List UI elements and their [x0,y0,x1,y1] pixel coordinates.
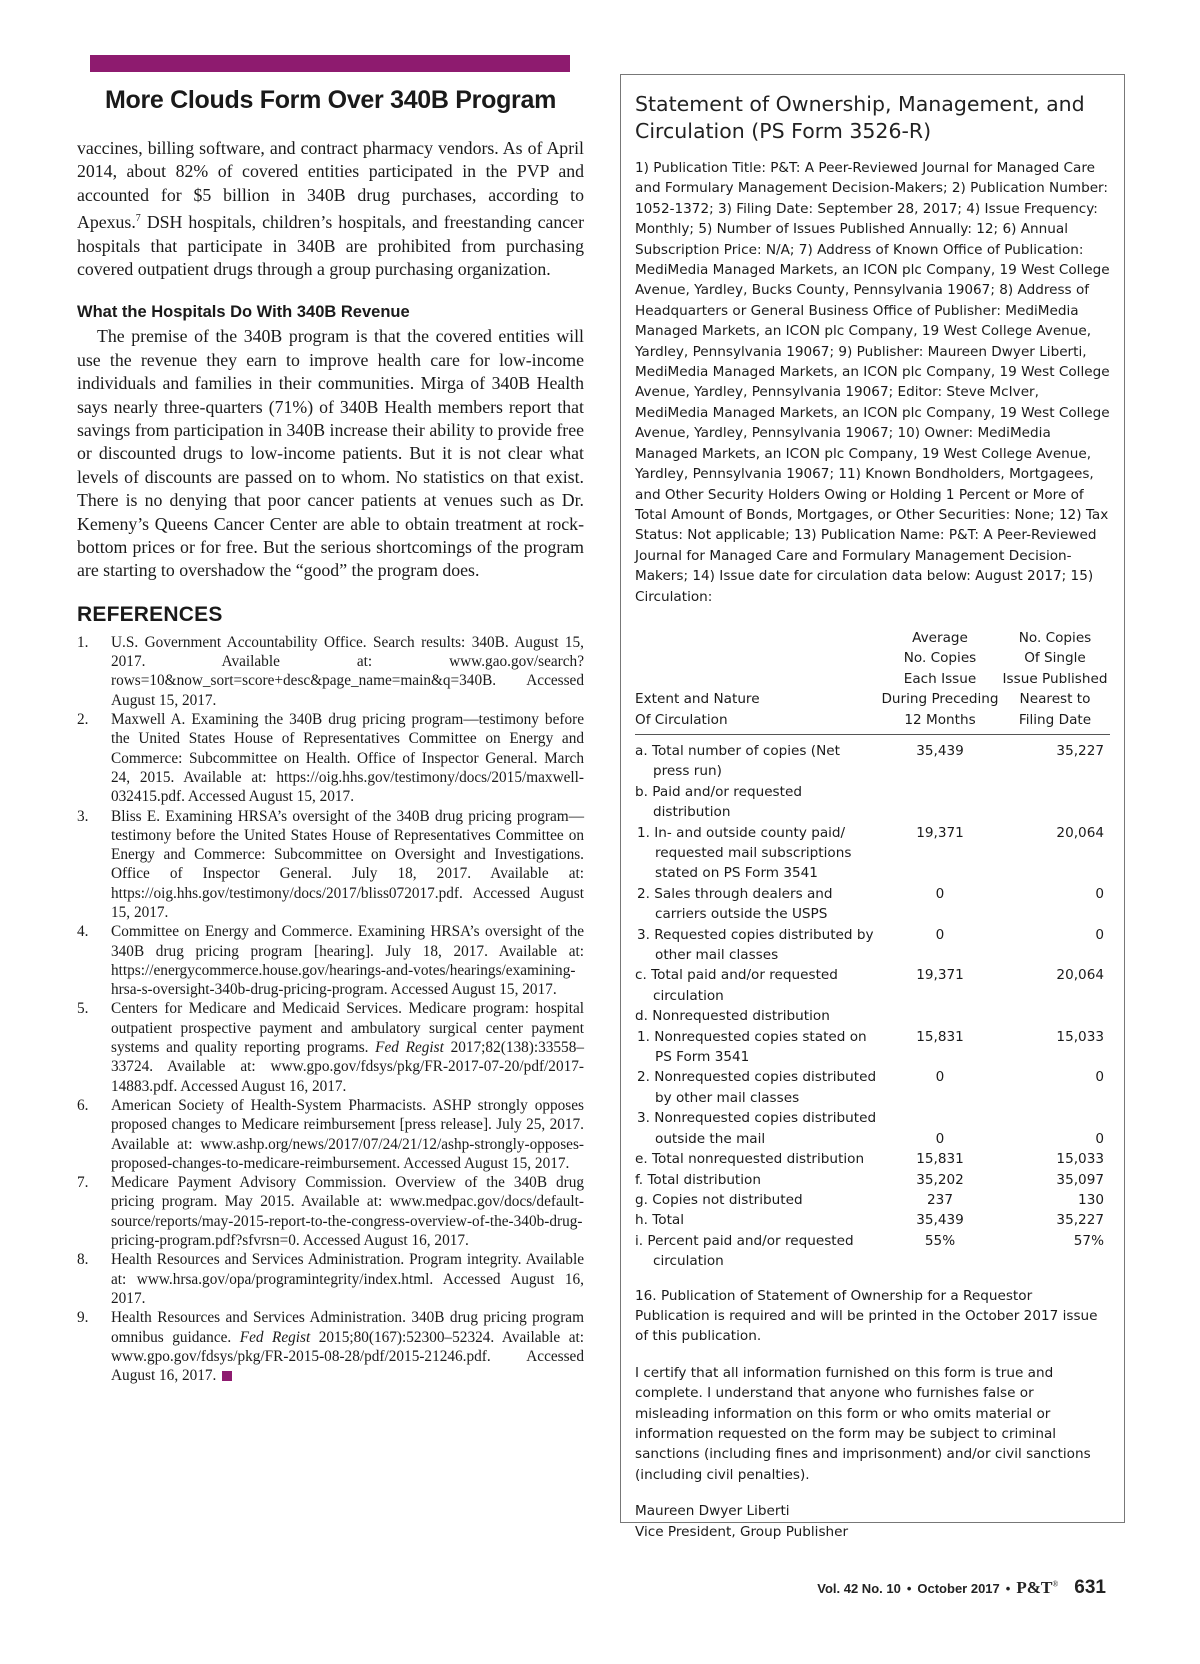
article-body [77,137,584,583]
footer-separator: • [906,1581,912,1596]
reference-item: 4. Committee on Energy and Commerce. Examining HRSA’s oversight of the 340B drug pricing program [hearing]. July 18, 2017. Available at: https://energycommerce.house.gov/hearings-and-votes/hearings/examining-hrsa-s-oversight-340b-drug-pricing-program. Accessed August 15, 2017. [77,923,584,999]
table-row: i. Percent paid and/or requested circulation 55% 57% [635,1232,1104,1270]
table-row: b. Paid and/or requested distribution [635,783,802,821]
journal-logo: P&T® [1016,1578,1059,1597]
table-row: g. Copies not distributed 237 130 [635,1191,1104,1208]
section-paragraph: The premise of the 340B program is that the covered entities will use the revenue they earn to improve health care for low-income individuals and families in their communities. Mirga of 340B Health says nearly three-quarters (71%) of 340B Health members report that savings from participation in 340B increase their ability to provide free or discounted drugs to low-income patients. But it is not clear what levels of discounts are passed on to whom. No statistics on that exist. There is no denying that poor cancer patients at venues such as Dr. Kemeny’s Queens Cancer Center are able to obtain treatment at rock-bottom prices or for free. But the serious shortcomings of the program are starting to overshadow the “good” the program does. [77,326,584,581]
table-row: c. Total paid and/or requested circulation 19,371 20,064 [635,967,1104,1004]
table-row: 2. Sales through dealers and carriers outside the USPS 0 0 [637,885,1104,923]
table-row: 1. In- and outside county paid/ requested mail subscriptions stated on PS Form 3541 19,371 20,064 [637,824,1104,882]
page-number: 631 [1074,1577,1106,1598]
reference-item: 8. Health Resources and Services Administration. Program integrity. Available at: www.hrsa.gov/opa/programintegrity/index.html. Accessed August 16, 2017. [77,1251,584,1307]
reference-item: 6. American Society of Health-System Pharmacists. ASHP strongly opposes proposed changes to Medicare reimbursement [press release]. July 25, 2017. Available at: www.ashp.org/news/2017/07/24/21/12/ashp-strongly-opposes-proposed-changes-to-medicare-reimbursement. Accessed August 15, 2017. [77,1096,584,1172]
references-heading: REFERENCES [77,602,223,626]
reference-item: 5. Centers for Medicare and Medicaid Services. Medicare program: hospital outpatient prospective payment and ambulatory surgical center payment systems and quality reporting programs. Fed Regist 2017;82(138):33558–33724. Available at: www.gpo.gov/fdsys/pkg/FR-2017-07-20/pdf/2017-14883.pdf. Accessed August 16, 2017. [77,1000,584,1095]
signer-name: Maureen Dwyer Liberti [635,1503,790,1520]
article-title: More Clouds Form Over 340B Program [104,86,557,114]
reference-item: 1. U.S. Government Accountability Office. Search results: 340B. August 15, 2017. Available at: www.gao.gov/search?rows=10&now_sort=score+desc&page_name=main&q=340B. Accessed August 15, 2017. [77,633,584,709]
table-row: a. Total number of copies (Net press run) 35,439 35,227 [635,742,1104,780]
table-row: 1. Nonrequested copies stated on PS Form 3541 15,831 15,033 [637,1028,1104,1066]
footer-separator: • [1005,1581,1011,1596]
reference-item: 3. Bliss E. Examining HRSA’s oversight of the 340B drug pricing program—testimony before the United States House of Representatives Committee on Energy and Commerce: Subcommittee on Oversight and Investigations. Office of Inspector General. July 18, 2017. Available at: https://oig.hhs.gov/testimony/docs/2017/bliss072017.pdf. Accessed August 15, 2017. [77,807,584,921]
statement-note-16: 16. Publication of Statement of Ownership for a Requestor Publication is required and will be printed in the October 2017 issue of this publication. [635,1287,1098,1345]
statement-body: 1) Publication Title: P&T: A Peer-Reviewed Journal for Managed Care and Formulary Management Decision-Makers; 2) Publication Number: 1052-1372; 3) Filing Date: September 28, 2017; 4) Issue Frequency: Monthly; 5) Number of Issues Published Annually: 12; 6) Annual Subscription Price: N/A; 7) Address of Known Office of Publication: MediMedia Managed Markets, an ICON plc Company, 19 West College Avenue, Yardley, Bucks County, Pennsylvania 19067; 8) Address of Headquarters or General Business Office of Publisher: MediMedia Managed Markets, an ICON plc Company, 19 West College Avenue, Yardley, Pennsylvania 19067; 9) Publisher: Maureen Dwyer Liberti, MediMedia Managed Markets, an ICON plc Company, 19 West College Avenue, Yardley, Pennsylvania 19067; Editor: Steve McIver, MediMedia Managed Markets, an ICON plc Company, 19 West College Avenue, Yardley, Pennsylvania 19067; 10) Owner: MediMedia Managed Markets, an ICON plc Company, 19 West College Avenue, Yardley, Pennsylvania 19067; 11) Known Bondholders, Mortgagees, and Other Security Holders Owing or Holding 1 Percent or More of Total Amount of Bonds, Mortgages, or Other Securities: None; 12) Tax Status: Not applicable; 13) Publication Name: P&T: A Peer-Reviewed Journal for Managed Care and Formulary Management Decision-Makers; 14) Issue date for circulation data below: August 2017; 15) Circulation: [635,160,1110,605]
circulation-table [635,628,1110,1272]
footer-volume: Vol. 42 No. 10 [817,1581,901,1596]
table-row: 3. Nonrequested copies distributed outside the mail 0 0 [637,1110,1104,1147]
reference-item: 7. Medicare Payment Advisory Commission. Overview of the 340B drug pricing program. May 2015. Available at: www.medpac.gov/docs/default-source/reports/may-2015-report-to-the-congress-overview-of-the-340b-drug-pricing-program.pdf?sfvrsn=0. Accessed August 16, 2017. [77,1174,584,1250]
intro-paragraph: vaccines, billing software, and contract pharmacy vendors. As of April 2014, about 82% of covered entities participated in the PVP and accounted for $5 billion in 340B drug purchases, according to Apexus.$^7$ DSH hospitals, children’s hospitals, and freestanding cancer hospitals that participate in 340B are prohibited from purchasing covered outpatient drugs through a group purchasing organization. [77,138,584,279]
header-extent: Extent and Nature Of Circulation [635,628,880,735]
end-of-article-square-icon [222,1371,232,1381]
article-column [77,85,584,1385]
circulation-table-header [635,628,1110,735]
table-row: f. Total distribution 35,202 35,097 [635,1171,1104,1188]
header-single-issue: No. Copies Of Single Issue Published Nearest to Filing Date [1000,628,1110,735]
table-row: d. Nonrequested distribution [635,1008,830,1025]
table-row: 2. Nonrequested copies distributed by other mail classes 0 0 [637,1069,1104,1106]
signature-block [635,1501,1110,1542]
table-row: 3. Requested copies distributed by other mail classes 0 0 [637,926,1104,964]
table-row: e. Total nonrequested distribution 15,831 15,033 [635,1151,1104,1168]
header-average: Average No. Copies Each Issue During Preceding 12 Months [880,628,1000,735]
signer-title: Vice President, Group Publisher [635,1523,849,1540]
page-footer [817,1577,1106,1599]
statement-of-ownership-box [620,74,1125,1540]
footer-date: October 2017 [917,1581,1000,1596]
certification-text: I certify that all information furnished on this form is true and complete. I understand that anyone who furnishes false or misleading information on this form or who omits material or information requested on the form may be subject to criminal sanctions (including fines and imprisonment) and/or civil sanctions (including civil penalties). [635,1364,1091,1483]
reference-item: 2. Maxwell A. Examining the 340B drug pricing program—testimony before the United States House of Representatives Committee on Energy and Commerce: Subcommittee on Health. Office of Inspector General. March 24, 2015. Available at: https://oig.hhs.gov/testimony/docs/2015/maxwell-032415.pdf. Accessed August 15, 2017. [77,711,584,806]
statement-title: Statement of Ownership, Management, and Circulation (PS Form 3526-R) [635,92,1085,143]
section-heading: What the Hospitals Do With 340B Revenue [77,303,410,322]
accent-bar [90,55,570,72]
reference-item: 9. Health Resources and Services Administration. 340B drug pricing program omnibus guidance. Fed Regist 2015;80(167):52300–52324. Available at: www.gpo.gov/fdsys/pkg/FR-2015-08-28/pdf/2015-21246.pdf. Accessed August 16, 2017. [77,1309,584,1385]
table-row: h. Total 35,439 35,227 [635,1212,1104,1229]
reference-list [77,633,584,1386]
citation-superscript: 7 [135,213,141,225]
